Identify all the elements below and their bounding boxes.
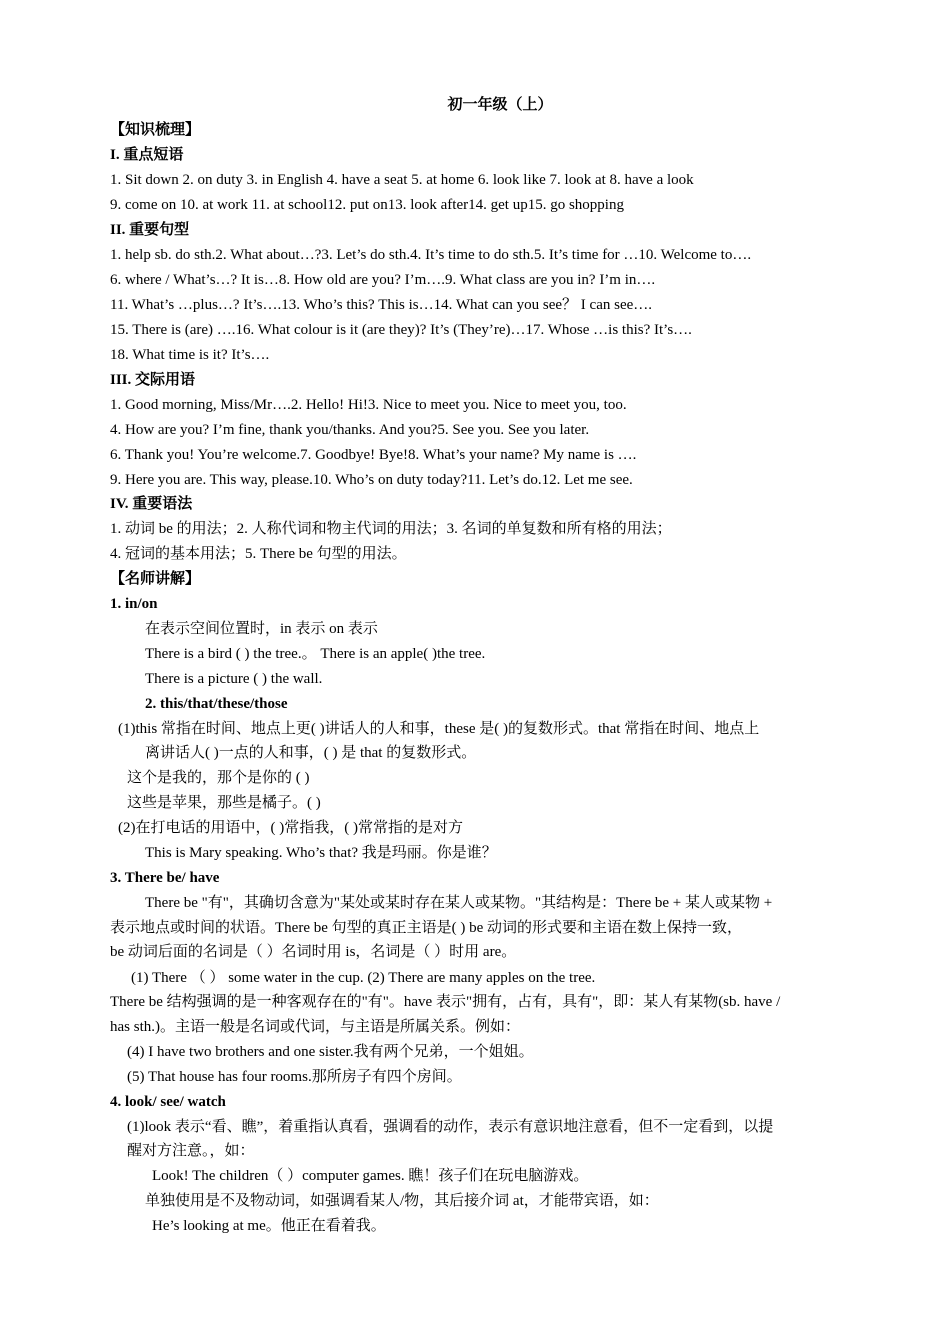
p1-heading: 1. in/on xyxy=(110,596,158,612)
sec2-heading: II. 重要句型 xyxy=(110,222,190,238)
sec3-line4: 9. Here you are. This way, please.10. Who’s on duty today?11. Let’s do.12. Let me see. xyxy=(110,472,633,488)
p4-heading: 4. look/ see/ watch xyxy=(110,1094,226,1110)
kn-heading: 【知识梳理】 xyxy=(110,122,201,138)
p4-line5: He’s looking at me。他正在看着我。 xyxy=(152,1218,386,1234)
p4-line4: 单独使用是不及物动词，如强调看某人/物，其后接介词 at，才能带宾语，如： xyxy=(145,1193,659,1209)
p3-heading: 3. There be/ have xyxy=(110,870,220,886)
p3-line2: 表示地点或时间的状语。There be 句型的真正主语是( ) be 动词的形式要和主语在数上保持一致， xyxy=(110,920,743,936)
sec1-heading: I. 重点短语 xyxy=(110,147,184,163)
sec3-line2: 4. How are you? I’m fine, thank you/thanks. And you?5. See you. See you later. xyxy=(110,422,590,438)
p3-line3: be 动词后面的名词是（ ）名词时用 is，名词是（ ）时用 are。 xyxy=(110,944,517,960)
p2-heading: 2. this/that/these/those xyxy=(145,696,288,712)
sec4-heading: IV. 重要语法 xyxy=(110,496,193,512)
sec1-line1: 1. Sit down 2. on duty 3. in English 4. have a seat 5. at home 6. look like 7. look at 8. have a look xyxy=(110,172,694,188)
p3-line7: (4) I have two brothers and one sister.我有两个兄弟，一个姐姐。 xyxy=(127,1044,534,1060)
teacher-heading: 【名师讲解】 xyxy=(110,571,201,587)
p1-line2: There is a bird ( ) the tree.。 There is an apple( )the tree. xyxy=(145,646,486,662)
sec1-line2: 9. come on 10. at work 11. at school12. put on13. look after14. get up15. go shopping xyxy=(110,197,624,213)
p2-line2: 离讲话人( )一点的人和事，( ) 是 that 的复数形式。 xyxy=(145,745,477,761)
p3-line5: There be 结构强调的是一种客观存在的"有"。have 表示"拥有，占有，具有"，即：某人有某物(sb. have / xyxy=(110,994,781,1010)
p2-line3: 这个是我的，那个是你的 ( ) xyxy=(127,770,310,786)
p3-line1: There be "有"，其确切含意为"某处或某时存在某人或某物。"其结构是：There be + 某人或某物 + xyxy=(145,895,773,911)
p2-line6: This is Mary speaking. Who’s that? 我是玛丽。你是谁？ xyxy=(145,845,497,861)
sec4-line1: 1. 动词 be 的用法；2. 人称代词和物主代词的用法；3. 名词的单复数和所有格的用法； xyxy=(110,521,672,537)
p1-line3: There is a picture ( ) the wall. xyxy=(145,671,323,687)
p2-line5: (2)在打电话的用语中，( )常指我，( )常常指的是对方 xyxy=(118,820,463,836)
sec4-line2: 4. 冠词的基本用法；5. There be 句型的用法。 xyxy=(110,546,407,562)
sec3-heading: III. 交际用语 xyxy=(110,372,196,388)
p4-line1: (1)look 表示“看、瞧”，着重指认真看，强调看的动作，表示有意识地注意看，但不一定看到，以提 xyxy=(127,1119,774,1135)
p4-line3: Look! The children（ ）computer games. 瞧！孩子们在玩电脑游戏。 xyxy=(152,1168,589,1184)
sec2-line4: 15. There is (are) ….16. What colour is it (are they)? It’s (They’re)…17. Whose …is this? It’s…. xyxy=(110,322,692,338)
p2-line1: (1)this 常指在时间、地点上更( )讲话人的人和事，these 是( )的复数形式。that 常指在时间、地点上 xyxy=(118,721,760,737)
sec2-line2: 6. where / What’s…? It is…8. How old are you? I’m….9. What class are you in? I’m in…. xyxy=(110,272,656,288)
p3-line8: (5) That house has four rooms.那所房子有四个房间。 xyxy=(127,1069,462,1085)
page-title: 初一年级（上） xyxy=(447,97,553,113)
p2-line4: 这些是苹果，那些是橘子。( ) xyxy=(127,795,321,811)
sec2-line1: 1. help sb. do sth.2. What about…?3. Let’s do sth.4. It’s time to do sth.5. It’s time for …10. Welcome to…. xyxy=(110,247,752,263)
p3-line4: (1) There （ ） some water in the cup. (2) There are many apples on the tree. xyxy=(131,970,596,986)
sec2-line3: 11. What’s …plus…? It’s….13. Who’s this? This is…14. What can you see？ I can see…. xyxy=(110,297,653,313)
p4-line2: 醒对方注意。，如： xyxy=(127,1143,255,1159)
sec2-line5: 18. What time is it? It’s…. xyxy=(110,347,270,363)
sec3-line1: 1. Good morning, Miss/Mr….2. Hello! Hi!3. Nice to meet you. Nice to meet you, too. xyxy=(110,397,627,413)
p3-line6: has sth.)。主语一般是名词或代词，与主语是所属关系。例如： xyxy=(110,1019,520,1035)
p1-line1: 在表示空间位置时，in 表示 on 表示 xyxy=(145,621,378,637)
sec3-line3: 6. Thank you! You’re welcome.7. Goodbye! Bye!8. What’s your name? My name is …. xyxy=(110,447,637,463)
